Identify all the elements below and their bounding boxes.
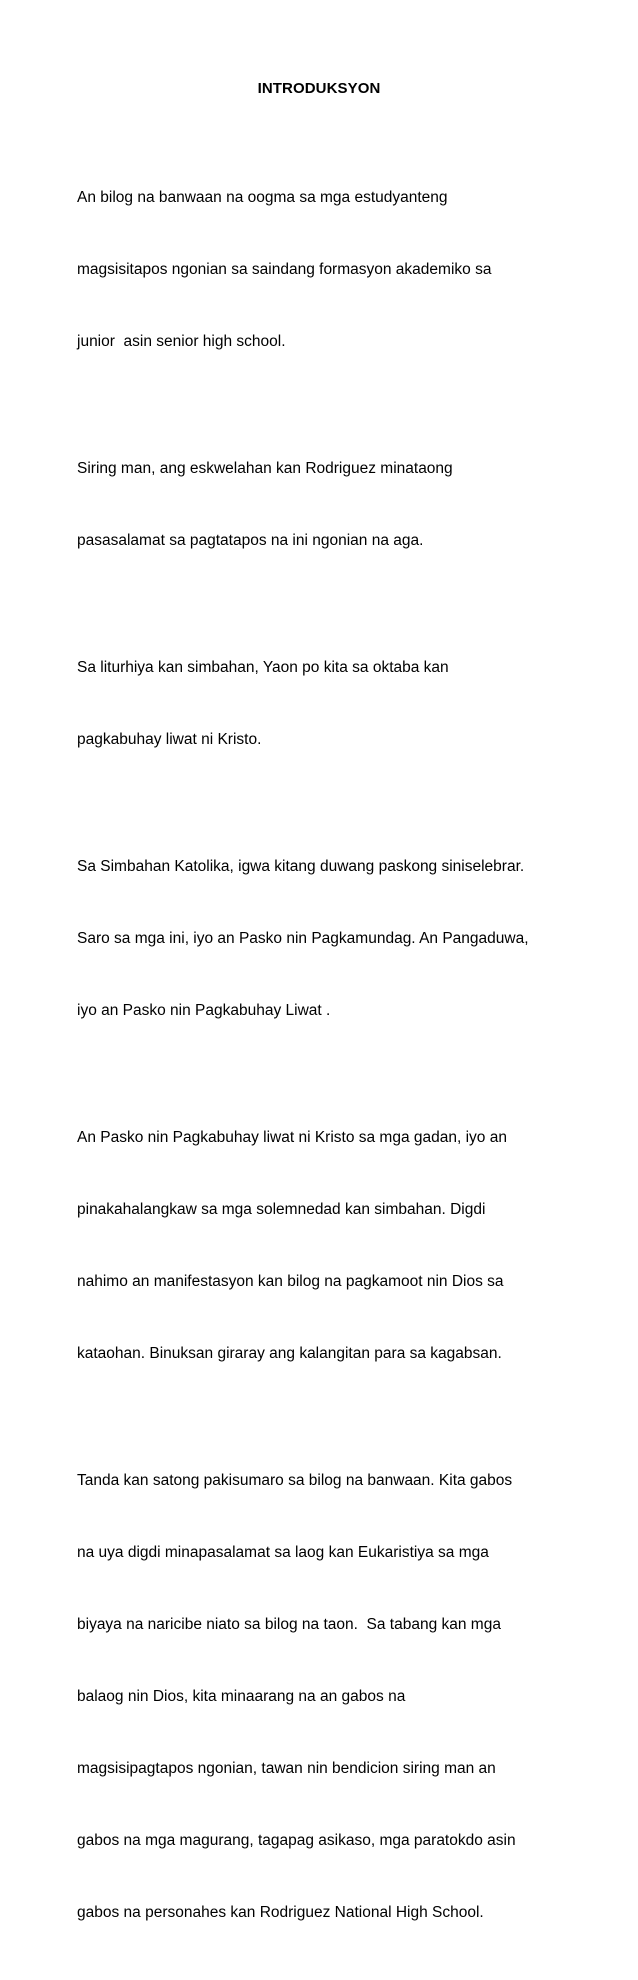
paragraph-line: An bilog na banwaan na oogma sa mga estudyanteng (77, 189, 448, 206)
paragraph-line: An Pasko nin Pagkabuhay liwat ni Kristo sa mga gadan, iyo an (77, 1129, 507, 1146)
paragraph-line: Sa liturhiya kan simbahan, Yaon po kita sa oktaba kan (77, 659, 449, 676)
paragraph-line: pinakahalangkaw sa mga solemnedad kan simbahan. Digdi (77, 1201, 486, 1218)
paragraph-1 (77, 138, 577, 402)
paragraph-6 (77, 1421, 577, 1973)
paragraph-line: gabos na mga magurang, tagapag asikaso, mga paratokdo asin (77, 1832, 516, 1849)
paragraph-line: magsisipagtapos ngonian, tawan nin bendicion siring man an (77, 1760, 496, 1777)
paragraph-line: kataohan. Binuksan giraray ang kalangitan para sa kagabsan. (77, 1345, 502, 1362)
paragraph-line: Siring man, ang eskwelahan kan Rodriguez minataong (77, 460, 453, 477)
paragraph-3 (77, 608, 577, 800)
paragraph-line: magsisitapos ngonian sa saindang formasyon akademiko sa (77, 261, 492, 278)
paragraph-line: balaog nin Dios, kita minaarang na an gabos na (77, 1688, 406, 1705)
paragraph-line: na uya digdi minapasalamat sa laog kan Eukaristiya sa mga (77, 1544, 489, 1561)
paragraph-5 (77, 1078, 577, 1414)
document-title: INTRODUKSYON (257, 80, 381, 97)
paragraph-line: Saro sa mga ini, iyo an Pasko nin Pagkamundag. An Pangaduwa, (77, 930, 529, 947)
document-body (77, 138, 577, 1980)
paragraph-line: pagkabuhay liwat ni Kristo. (77, 731, 262, 748)
paragraph-line: Sa Simbahan Katolika, igwa kitang duwang paskong siniselebrar. (77, 858, 525, 875)
paragraph-line: biyaya na naricibe niato sa bilog na taon. Sa tabang kan mga (77, 1616, 501, 1633)
paragraph-line: junior asin senior high school. (77, 333, 286, 350)
paragraph-line: gabos na personahes kan Rodriguez National High School. (77, 1904, 484, 1921)
paragraph-line: iyo an Pasko nin Pagkabuhay Liwat . (77, 1002, 331, 1019)
paragraph-line: nahimo an manifestasyon kan bilog na pagkamoot nin Dios sa (77, 1273, 504, 1290)
paragraph-4 (77, 807, 577, 1071)
paragraph-line: pasasalamat sa pagtatapos na ini ngonian na aga. (77, 532, 424, 549)
paragraph-line: Tanda kan satong pakisumaro sa bilog na banwaan. Kita gabos (77, 1472, 513, 1489)
paragraph-2 (77, 409, 577, 601)
